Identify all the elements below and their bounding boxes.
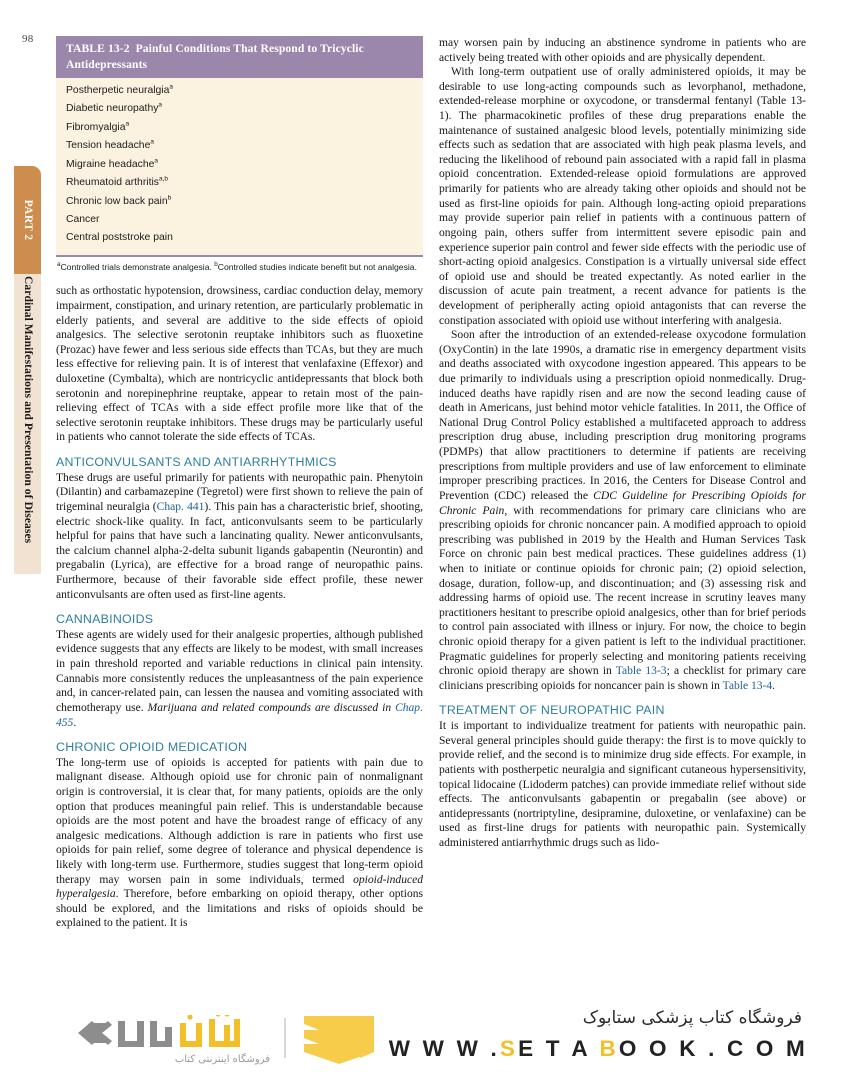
seta-logo-mark [78,1015,278,1063]
section-heading-neuropathic-pain: TREATMENT OF NEUROPATHIC PAIN [439,703,665,718]
paragraph-italic: Marijuana and related compounds are discussed in [147,701,396,714]
table-row [66,156,413,174]
brand-url [389,1036,808,1062]
table-cell-label: Diabetic neuropathy [66,103,159,115]
url-part: W W W . [388,1036,500,1061]
table-row [66,211,413,229]
part-title: Cardinal Manifestations and Presentation of Diseases [21,276,34,544]
section-heading-anticonvulsants: ANTICONVULSANTS AND ANTIARRHYTHMICS [56,455,337,470]
paragraph-continued: such as orthostatic hypotension, drowsiness, cardiac conduction delay, memory impairment, constipation, and urinary retention, are particularly problematic in elderly patients, and several are additive to the side effects of opioid analgesics. The selective serotonin reuptake inhibitors such as fluoxetine (Prozac) have fewer and less serious side effects than TCAs, but they are much less effective for relieving pain. It is of interest that venlafaxine (Effexor) and duloxetine (Cymbalta), which are nontricyclic antidepressants that block both serotonin and norepinephrine reuptake, appear to retain most of the pain-relieving effect of TCAs with a side effect profile more like that of the selective serotonin reuptake inhibitors. These drugs may be particularly useful in patients who cannot tolerate the side effects of TCAs. [56,285,423,444]
part-title-container [14,276,41,572]
paragraph-text: These drugs are useful primarily for patients with neuropathic pain. Phenytoin (Dilantin) and carbamazepine (Tegretol) were first shown to relieve the pain of trigeminal neuralgia ( [56,471,423,513]
table-cell-label: Rheumatoid arthritis [66,177,159,189]
cross-reference-link[interactable]: Chap. 455 [56,701,423,729]
footnote-mark-b: b [214,260,218,268]
table-cell-label: Cancer [66,213,100,225]
table-cell-footnote-mark: b [167,194,172,202]
paragraph-text: ). This pain has a characteristic brief, shooting, electric shock-like quality. In fact, anticonvulsants seem to be particularly helpful for pains that have such a lancinating quality. Newer anticonvulsants, the calcium channel alpha-2-delta subunit ligands gabapentin (Neurontin) and pregabalin (Lyrica), are effective for a broad range of neuropathic pains. Furthermore, because of their favorable side effect profile, these newer anticonvulsants are often used as first-line agents. [56,500,423,601]
table-row [66,100,413,118]
chevron-stack-icon [300,1014,378,1064]
page-number: 98 [22,33,34,45]
paragraph-text: . Therefore, before embarking on opioid therapy, other options should be explored, and the limitations and risks of opioids should be explained to the patient. It is [56,888,423,930]
table-row [66,119,413,137]
paragraph-continued: may worsen pain by inducing an abstinence syndrome in patients who are actively being treated with other opioids and are physically dependent. [439,37,806,64]
part-tab [14,166,41,274]
paragraph-text: . [772,679,776,692]
seta-logo [78,1014,278,1064]
table-row [66,137,413,155]
table-cell-footnote-mark: a [125,120,130,128]
paragraph-italic: CDC Guideline for Prescribing Opioids for Chronic Pain [439,489,806,517]
footnote-text-b: Controlled studies indicate benefit but not analgesia. [217,261,417,272]
section-heading-cannabinoids: CANNABINOIDS [56,612,154,627]
table-row [66,229,413,247]
paragraph-cannabinoids [56,628,423,730]
paragraph-anticonvulsants [56,471,423,602]
paragraph-text: ; a checklist for primary care clinicians prescribing opioids for noncancer pain is shown in [439,665,807,692]
left-column [56,36,423,931]
table-cell-label: Central poststroke pain [66,232,173,244]
paragraph-text: These agents are widely used for their analgesic properties, although published evidence suggests that any effects are likely to be modest, with small increases in pain threshold reported and variable reductions in clinical pain intensity. Cannabis more consistently reduces the unpleasantness of the pain experience and, in cancer-related pain, can lessen the nausea and vomiting associated with chemotherapy use. [56,628,423,714]
footer-watermark [0,1002,844,1080]
footnote-mark-a: a [57,260,61,268]
table-header [56,36,423,78]
footnote-text-a: Controlled trials demonstrate analgesia. [60,261,215,272]
table-cell-label: Migraine headache [66,158,155,170]
table-row [66,82,413,100]
paragraph-long-acting-opioids: With long-term outpatient use of orally administered opioids, it may be desirable to use long-acting compounds such as levorphanol, methadone, extended-release morphine or oxycodone, or transdermal fentanyl (Table 13-1). The pharmacokinetic profiles of these drug preparations enable the maintenance of sustained analgesic blood levels, potentially minimizing side effects such as sedation that are associated with high peak plasma levels, and reducing the likelihood of rebound pain associated with a rapid fall in plasma opioid concentration. Extended-release opioid formulations are approved primarily for patients who are already taking other opioids and should not be used as first-line opioids for pain. Although long-acting opioid preparations may provide superior pain relief in patients with a continuous pattern of ongoing pain, others suffer from intermittent severe episodic pain and experience superior pain control and fewer side effects with the periodic use of short-acting opioid analgesics. Constipation is a virtually universal side effect of opioid use and should be treated expectantly. As noted earlier in the discussion of acute pain treatment, a recent advance for patients is the development of peripherally acting opioid antagonists that can reverse the constipation associated with opioid use without interfering with analgesia. [439,66,806,327]
table-row [66,174,413,192]
url-part-highlight: S [499,1036,519,1061]
table-cell-footnote-mark: a [169,83,174,91]
section-heading-chronic-opioid: CHRONIC OPIOID MEDICATION [56,740,248,755]
table-cell-footnote-mark: a [150,138,154,146]
url-part-highlight: B [599,1036,619,1061]
table-cell-footnote-mark: a [158,102,163,109]
logo-divider [284,1018,286,1058]
table-13-2 [56,36,423,272]
table-cell-label: Postherpetic neuralgia [66,85,170,97]
table-title: Painful Conditions That Respond to Tricyclic Antidepressants [66,42,364,71]
cross-reference-link[interactable]: Table 13-3 [615,665,667,678]
footer-fade [0,980,844,1002]
brand-farsi-text: فروشگاه کتاب پزشکی ستابوک [582,1008,802,1028]
table-cell-footnote-mark: a [154,157,159,165]
table-body [56,78,423,257]
paragraph-text: Soon after the introduction of an extended-release oxycodone formulation (OxyContin) in the late 1990s, a dramatic rise in emergency department visits and deaths associated with oxycodone ingestion appeared. This appears to be due primarily to individuals using a prescription opioid nonmedically. Drug-induced deaths have rapidly risen and are now the second leading cause of death in Americans, just behind motor vehicle fatalities. In 2011, the Office of National Drug Control Policy established a multifaceted approach to address prescription drug abuse, including prescription drug monitoring programs (PDMPs) that allow practitioners to determine if patients are receiving prescriptions from multiple providers and use of law enforcement to eliminate improper prescribing practices. In 2016, the Centers for Disease Control and Prevention (CDC) released the [439,329,806,502]
cross-reference-link[interactable]: Chap. 441 [156,500,205,513]
chevron-logo-icon [300,1014,378,1064]
paragraph-neuropathic-pain: It is important to individualize treatment for patients with neuropathic pain. Several general principles should guide therapy: the first is to move quickly to provide relief, and the second is to minimize drug side effects. For example, in patients with postherpetic neuralgia and significant cutaneous hypersensitivity, topical lidocaine (Lidoderm patches) can provide immediate relief without side effects. The anticonvulsants gabapentin or pregabalin (see above) or antidepressants (nortriptyline, desipramine, duloxetine, or venlafaxine) can be used as first-line drugs for patients with neuropathic pain. Systemically administered antiarrhythmic drugs such as lido- [439,720,806,849]
paragraph-italic: opioid-induced hyperalgesia [56,873,423,901]
table-cell-label: Tension headache [66,140,151,152]
table-number: TABLE 13-2 [66,42,130,55]
paragraph-text: , with recommendations for primary care clinicians who are prescribing opioids for chronic noncancer pain. A modified approach to opioid prescribing was published in 2019 by the Health and Human Services Task Force on chronic pain best medical practices. These guidelines address (1) when to initiate or continue opioids for chronic pain; (2) opioid selection, dosage, duration, follow-up, and discontinuation; and (3) assessing risk and addressing harms of opioid use. The recent increase in scrutiny leaves many practitioners hesitant to prescribe opioid analgesics, other than for brief periods to control pain associated with illness or injury. For now, the choice to begin chronic opioid therapy for a given patient is left to the individual practitioner. Pragmatic guidelines for properly selecting and monitoring patients receiving chronic opioid therapy are shown in [439,504,806,678]
paragraph-text: The long-term use of opioids is accepted for patients with pain due to malignant disease. Although opioid use for chronic pain of nonmalignant origin is controversial, it is clear that, for many patients, opioids are the only option that produces meaningful pain relief. This is understandable because opioids are the most potent and have the broadest range of efficacy of any analgesic medications. Although addiction is rare in patients who first use opioids for pain relief, some degree of tolerance and physical dependence is likely with long-term use. Furthermore, studies suggest that long-term opioid therapy may worsen pain in some individuals, termed [56,756,423,886]
table-cell-label: Fibromyalgia [66,121,126,133]
seta-logo-subtitle: فروشگاه اینترنتی کتاب [174,1054,270,1065]
table-cell-footnote-mark: a,b [158,175,169,183]
cross-reference-link[interactable]: Table 13-4 [722,679,773,692]
url-part: E T A [518,1036,600,1061]
paragraph-text: . [73,716,77,729]
url-part: O O K . C O M [618,1036,808,1061]
part-label: PART 2 [21,199,34,241]
table-cell-label: Chronic low back pain [66,195,168,207]
paragraph-chronic-opioid [56,756,423,931]
table-footnote [56,257,423,273]
right-column [439,36,806,851]
paragraph-oxycontin [439,328,806,693]
table-row [66,193,413,211]
